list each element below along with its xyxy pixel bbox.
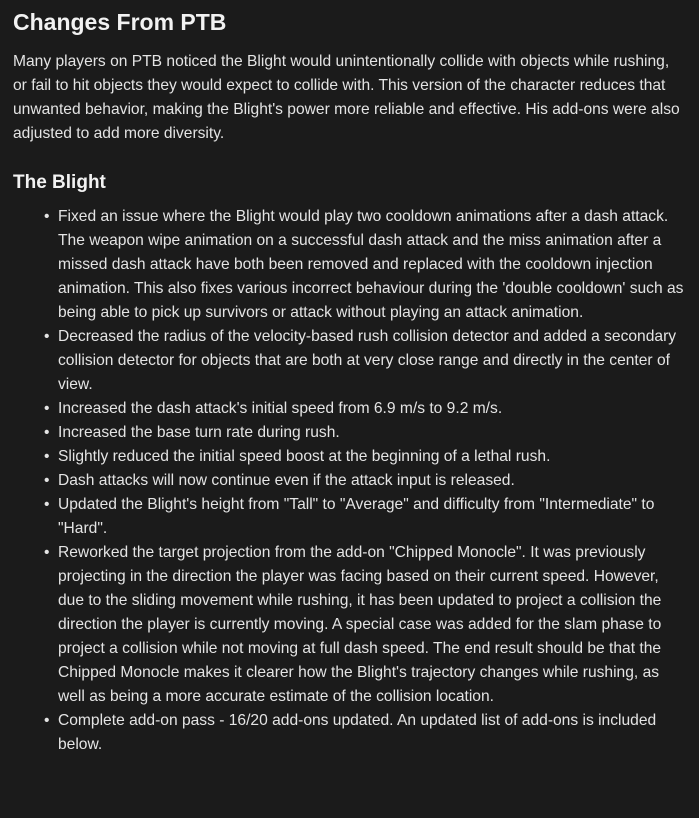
list-item (44, 541, 685, 709)
bullet-icon: • (44, 544, 50, 561)
list-item-text: Decreased the radius of the velocity-based rush collision detector and added a secondary collision detector for objects that are both at very close range and directly in the center of view. (58, 328, 677, 393)
list-item (44, 493, 685, 541)
bullet-icon: • (44, 712, 50, 729)
page-title: Changes From PTB (13, 9, 227, 35)
section-heading: The Blight (13, 172, 106, 193)
list-item (44, 397, 685, 421)
bullet-icon: • (44, 400, 50, 417)
list-item (44, 421, 685, 445)
list-item-text: Increased the dash attack's initial speed from 6.9 m/s to 9.2 m/s. (58, 400, 503, 417)
bullet-icon: • (44, 448, 50, 465)
list-item-text: Reworked the target projection from the add-on "Chipped Monocle". It was previously projecting in the direction the player was facing based on their current speed. However, due to the sliding movement while rushing, it has been updated to project a collision the direction the player is currently moving. A special case was added for the slam phase to project a collision while not moving at full dash speed. The end result should be that the Chipped Monocle makes it clearer how the Blight's trajectory changes while rushing, as well as being a more accurate estimate of the collision location. (58, 544, 662, 705)
bullet-icon: • (44, 424, 50, 441)
list-item-text: Increased the base turn rate during rush. (58, 424, 340, 441)
list-item (44, 469, 685, 493)
intro-paragraph: Many players on PTB noticed the Blight would unintentionally collide with objects while rushing, or fail to hit objects they would expect to collide with. This version of the character reduces that unwanted behavior, making the Blight's power more reliable and effective. His add-ons were also adjusted to add more diversity. (13, 53, 680, 142)
bullet-icon: • (44, 328, 50, 345)
list-item-text: Updated the Blight's height from "Tall" to "Average" and difficulty from "Intermediate" to "Hard". (58, 496, 655, 537)
bullet-icon: • (44, 208, 50, 225)
list-item-text: Slightly reduced the initial speed boost at the beginning of a lethal rush. (58, 448, 551, 465)
list-item (44, 205, 685, 325)
list-item (44, 325, 685, 397)
list-item-text: Dash attacks will now continue even if the attack input is released. (58, 472, 515, 489)
changes-list (13, 205, 685, 757)
list-item-text: Fixed an issue where the Blight would play two cooldown animations after a dash attack. The weapon wipe animation on a successful dash attack and the miss animation after a missed dash attack have both been removed and replaced with the cooldown injection animation. This also fixes various incorrect behaviour during the 'double cooldown' such as being able to pick up survivors or attack without playing an attack animation. (58, 208, 684, 321)
list-item (44, 709, 685, 757)
list-item-text: Complete add-on pass - 16/20 add-ons updated. An updated list of add-ons is included below. (58, 712, 657, 753)
list-item (44, 445, 685, 469)
bullet-icon: • (44, 496, 50, 513)
bullet-icon: • (44, 472, 50, 489)
